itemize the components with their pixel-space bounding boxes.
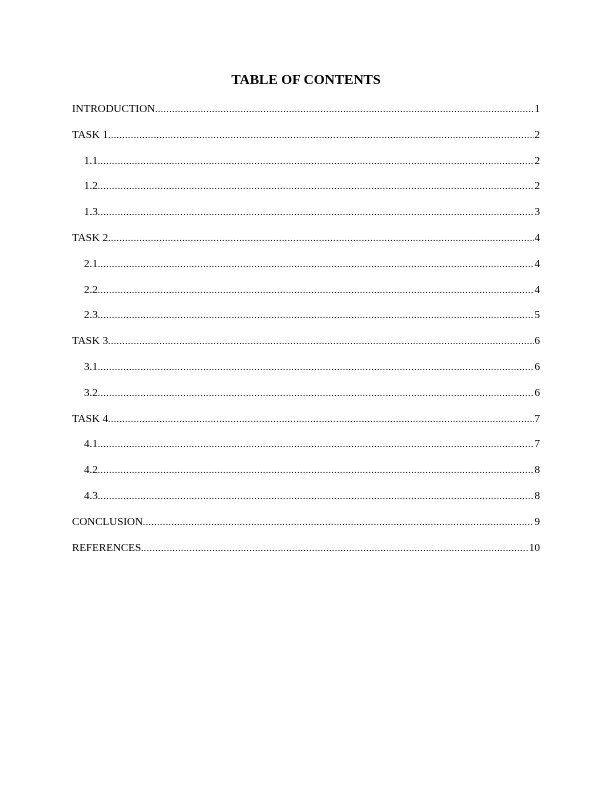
toc-entry-label: TASK 2 (72, 231, 109, 244)
toc-entry[interactable] (72, 100, 540, 126)
toc-entry-page: 9 (534, 515, 540, 528)
toc-entry-label: 4.2 (84, 464, 98, 477)
toc-entry-page: 6 (534, 386, 540, 399)
toc-entry[interactable] (72, 126, 540, 152)
toc-entry-page: 2 (534, 128, 540, 141)
toc-entry-page: 4 (534, 231, 540, 244)
toc-entry-label: REFERENCES (72, 541, 142, 554)
toc-dot-leader (143, 513, 534, 531)
toc-dot-leader (98, 384, 534, 402)
toc-entry-page: 8 (534, 489, 540, 502)
toc-entry[interactable] (72, 255, 540, 281)
toc-entry-label: 1.1 (84, 154, 98, 167)
toc-entry-label: 3.2 (84, 386, 98, 399)
toc-entry-label: INTRODUCTION (72, 103, 156, 115)
toc-entry[interactable] (72, 435, 540, 461)
toc-entry[interactable] (72, 384, 540, 410)
toc-dot-leader (98, 358, 534, 376)
toc-entry-label: 4.3 (84, 489, 98, 502)
toc-entry[interactable] (72, 461, 540, 487)
toc-entry-label: TASK 1 (72, 128, 109, 141)
toc-dot-leader (98, 255, 534, 273)
toc-entry-page: 3 (534, 206, 540, 219)
toc-entry-page: 2 (534, 180, 540, 193)
toc-entry-page: 8 (534, 464, 540, 477)
toc-entry-label: 3.1 (84, 360, 98, 373)
toc-dot-leader (108, 332, 533, 350)
toc-entry-page: 4 (534, 283, 540, 296)
toc-entry[interactable] (72, 539, 540, 565)
toc-entry[interactable] (72, 229, 540, 255)
toc-dot-leader (98, 461, 534, 479)
toc-entry-label: 2.2 (84, 283, 98, 296)
toc-entry[interactable] (72, 487, 540, 513)
toc-entry-label: TASK 3 (72, 335, 109, 348)
toc-entry-page: 7 (534, 438, 540, 451)
toc-entry-page: 6 (534, 335, 540, 348)
toc-entry[interactable] (72, 513, 540, 539)
toc-entry-label: 2.1 (84, 257, 98, 270)
toc-entry-label: TASK 4 (72, 412, 109, 425)
toc-dot-leader (98, 203, 534, 221)
toc-entry-label: 1.2 (84, 180, 98, 193)
toc-list (72, 100, 540, 564)
toc-entry[interactable] (72, 281, 540, 307)
toc-dot-leader (108, 126, 533, 144)
toc-entry-label: 1.3 (84, 206, 98, 219)
toc-dot-leader (98, 306, 534, 324)
toc-entry-label: 4.1 (84, 438, 98, 451)
toc-dot-leader (155, 100, 533, 118)
toc-entry-page: 7 (534, 412, 540, 425)
toc-entry-page: 10 (529, 541, 540, 554)
toc-dot-leader (98, 281, 534, 299)
toc-dot-leader (98, 487, 534, 505)
toc-entry-label: CONCLUSION (72, 515, 143, 528)
toc-entry[interactable] (72, 306, 540, 332)
toc-entry[interactable] (72, 177, 540, 203)
toc-dot-leader (108, 410, 533, 428)
toc-entry-page: 1 (534, 103, 540, 115)
toc-entry[interactable] (72, 332, 540, 358)
toc-dot-leader (141, 539, 528, 557)
toc-dot-leader (98, 152, 534, 170)
toc-entry-page: 5 (534, 309, 540, 322)
toc-entry-page: 4 (534, 257, 540, 270)
toc-dot-leader (98, 177, 534, 195)
toc-entry-page: 6 (534, 360, 540, 373)
toc-entry-label: 2.3 (84, 309, 98, 322)
toc-dot-leader (108, 229, 533, 247)
toc-entry[interactable] (72, 203, 540, 229)
toc-entry[interactable] (72, 410, 540, 436)
toc-title: TABLE OF CONTENTS (231, 73, 381, 88)
toc-entry-page: 2 (534, 154, 540, 167)
toc-dot-leader (98, 435, 534, 453)
toc-entry[interactable] (72, 358, 540, 384)
toc-entry[interactable] (72, 152, 540, 178)
